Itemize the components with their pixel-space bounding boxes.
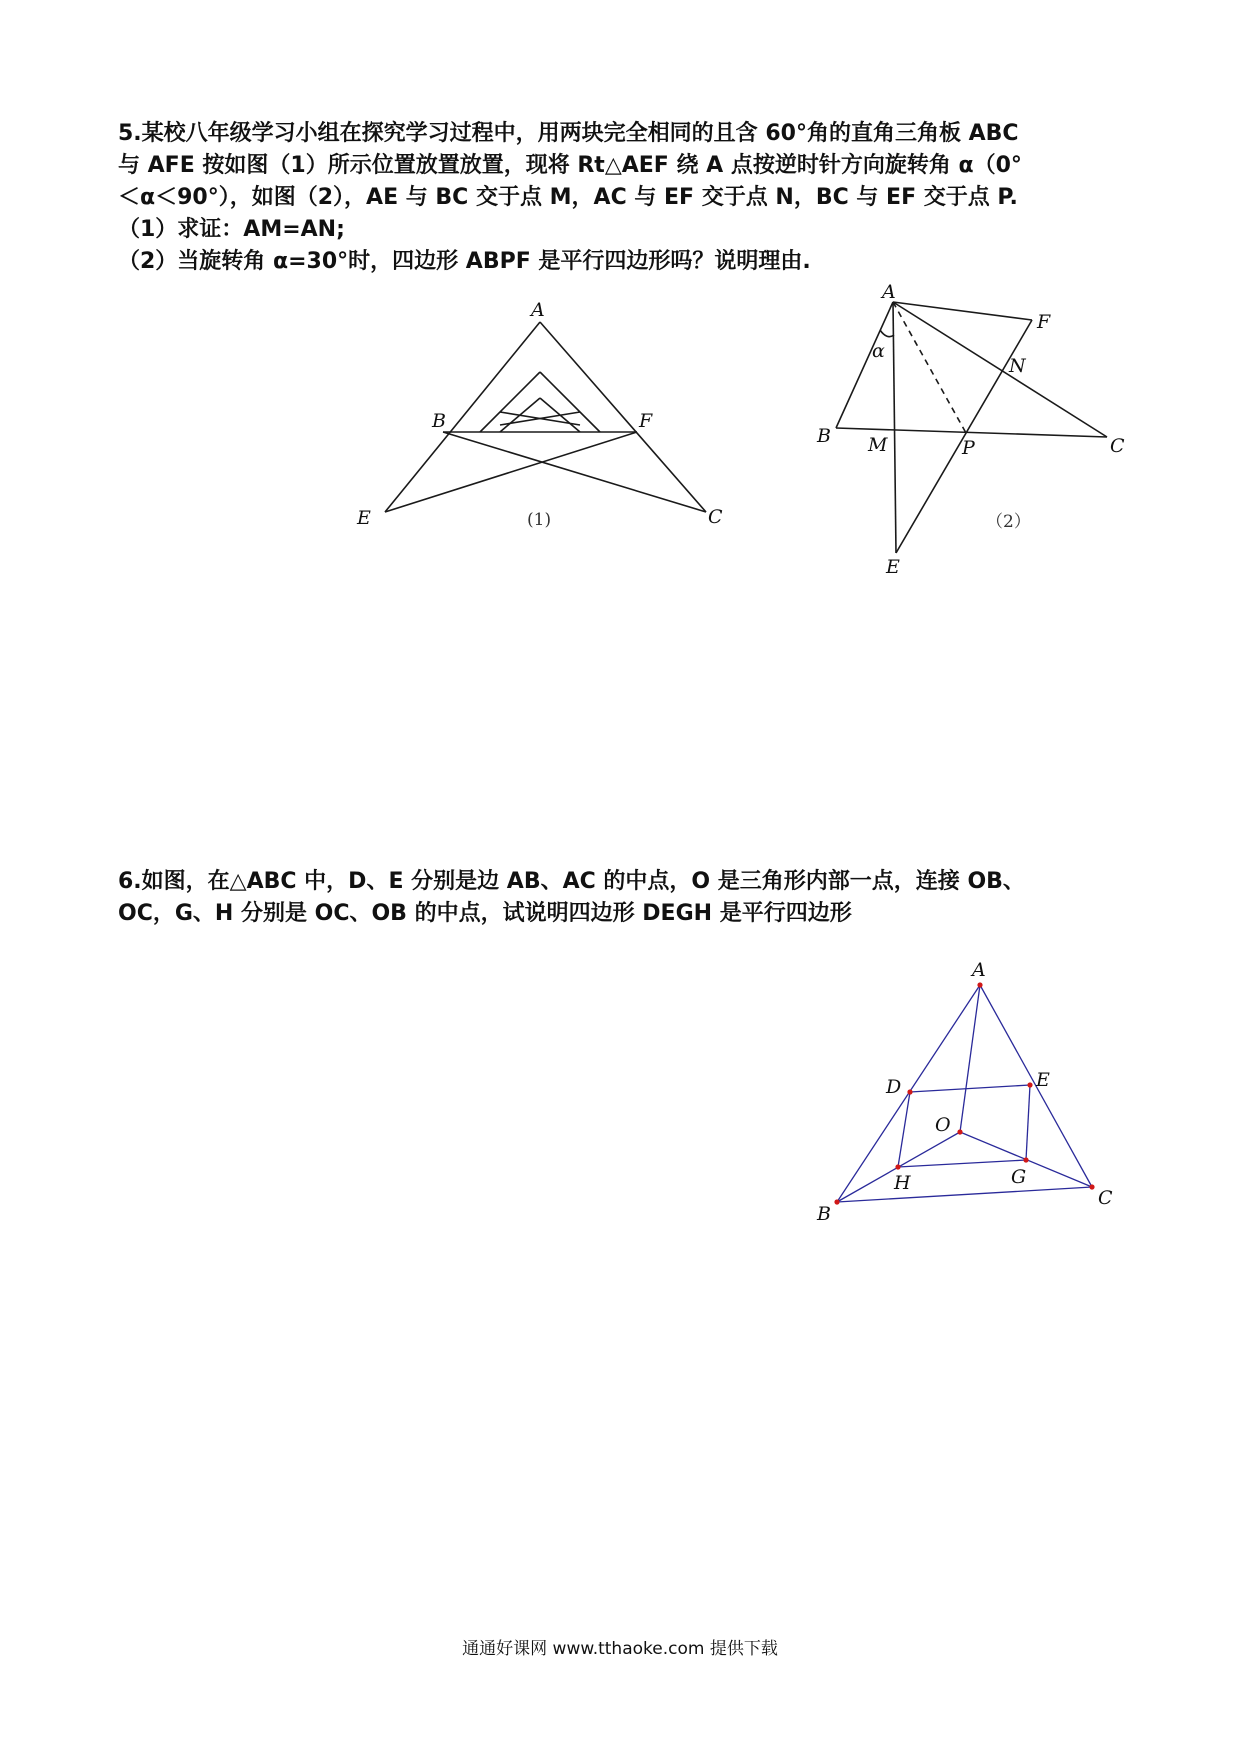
label-B: B [817, 1203, 831, 1225]
segment-AC [893, 302, 1107, 437]
figure-1-two-triangles [340, 285, 740, 535]
figure-3-lines [837, 985, 1092, 1202]
problem-5-question-2: （2）当旋转角 α=30°时，四边形 ABPF 是平行四边形吗？说明理由. [118, 249, 811, 274]
label-A: A [531, 299, 545, 321]
label-alpha: α [872, 340, 885, 362]
label-G: G [1011, 1166, 1027, 1188]
label-C: C [708, 506, 723, 528]
label-A: A [972, 959, 986, 981]
problem-6-line-2: OC，G、H 分别是 OC、OB 的中点，试说明四边形 DEGH 是平行四边形 [118, 901, 852, 926]
point-C [1089, 1184, 1094, 1189]
footer-credit: 通通好课网 www.tthaoke.com 提供下载 [462, 1639, 778, 1659]
segment-AB [836, 302, 893, 428]
segment-AF [893, 302, 1032, 320]
problem-5-line-3: ＜α＜90°），如图（2），AE 与 BC 交于点 M，AC 与 EF 交于点 N，BC 与 EF 交于点 P. [118, 185, 1018, 210]
problem-6-line-1: 6.如图，在△ABC 中，D、E 分别是边 AB、AC 的中点，O 是三角形内部一点，连接 OB、 [118, 869, 1025, 894]
label-H: H [894, 1172, 911, 1194]
label-M: M [868, 434, 888, 456]
problem-6-text [118, 866, 1128, 930]
point-O [957, 1129, 962, 1134]
problem-5-question-1: （1）求证：AM=AN; [118, 217, 345, 242]
label-O: O [935, 1114, 951, 1136]
problem-5-line-2: 与 AFE 按如图（1）所示位置放置放置，现将 Rt△AEF 绕 A 点按逆时针方向旋转角 α（0° [118, 153, 1022, 178]
figure-2-caption: （2） [986, 512, 1031, 532]
label-C: C [1110, 435, 1125, 457]
label-P: P [962, 437, 975, 459]
point-H [895, 1164, 900, 1169]
label-N: N [1009, 355, 1026, 377]
problem-5-line-1: 5.某校八年级学习小组在探究学习过程中，用两块完全相同的且含 60°角的直角三角板 ABC [118, 121, 1019, 146]
point-A [977, 982, 982, 987]
segment-DH [898, 1092, 910, 1167]
point-E [1027, 1082, 1032, 1087]
segment-BC [837, 1187, 1092, 1202]
figure-1-caption: (1) [527, 510, 552, 530]
segment-DE [910, 1085, 1030, 1092]
segment-AO [960, 985, 980, 1132]
segment-AC [540, 322, 706, 512]
label-E: E [357, 507, 371, 529]
label-E: E [886, 556, 900, 578]
label-E: E [1036, 1069, 1050, 1091]
figure-2-rotated-triangles [810, 280, 1140, 580]
label-F: F [639, 410, 653, 432]
angle-alpha-arc [880, 330, 894, 337]
label-F: F [1037, 311, 1051, 333]
segment-EG [1026, 1085, 1030, 1160]
label-B: B [432, 410, 446, 432]
label-A: A [882, 281, 896, 303]
label-D: D [886, 1076, 902, 1098]
segment-FE [385, 432, 637, 512]
point-D [907, 1089, 912, 1094]
point-G [1023, 1157, 1028, 1162]
label-C: C [1098, 1187, 1113, 1209]
segment-AE [893, 302, 896, 553]
segment-BC [443, 432, 706, 512]
point-B [834, 1199, 839, 1204]
problem-5-text [118, 118, 1128, 278]
segment-AP-dashed [893, 302, 966, 433]
label-B: B [817, 425, 831, 447]
figure-3-triangle-DEGH [805, 945, 1135, 1225]
segment-HG [898, 1160, 1026, 1167]
